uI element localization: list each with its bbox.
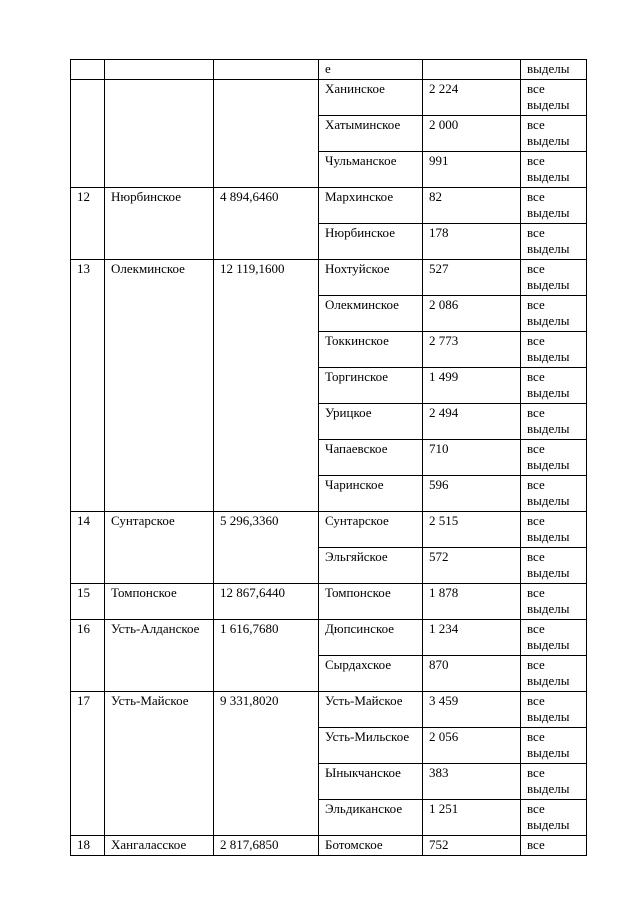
scope-cell: все выделы bbox=[521, 188, 587, 224]
area-cell: 12 867,6440 bbox=[214, 584, 319, 620]
area-cell: 2 817,6850 bbox=[214, 836, 319, 856]
row-number-cell bbox=[71, 80, 105, 188]
district-cell: Хангаласское bbox=[105, 836, 214, 856]
count-cell: 2 494 bbox=[423, 404, 521, 440]
forestry-cell: Чульманское bbox=[319, 152, 423, 188]
scope-cell: все выделы bbox=[521, 224, 587, 260]
forestry-cell: Усть-Мильское bbox=[319, 728, 423, 764]
count-cell: 383 bbox=[423, 764, 521, 800]
forestry-cell: Эльдиканское bbox=[319, 800, 423, 836]
scope-cell: все выделы bbox=[521, 656, 587, 692]
forestry-table bbox=[70, 59, 587, 856]
count-cell: 527 bbox=[423, 260, 521, 296]
forestry-cell: Томпонское bbox=[319, 584, 423, 620]
forestry-cell: Олекминское bbox=[319, 296, 423, 332]
count-cell: 1 878 bbox=[423, 584, 521, 620]
table-row-carry-over bbox=[71, 60, 587, 80]
table-row bbox=[71, 584, 587, 620]
count-cell: 2 000 bbox=[423, 116, 521, 152]
row-number-cell: 13 bbox=[71, 260, 105, 512]
forestry-cell: Нюрбинское bbox=[319, 224, 423, 260]
area-cell: 4 894,6460 bbox=[214, 188, 319, 260]
table-row bbox=[71, 260, 587, 296]
count-cell: 2 515 bbox=[423, 512, 521, 548]
carry-over-area-cell bbox=[214, 60, 319, 80]
district-cell: Усть-Майское bbox=[105, 692, 214, 836]
count-cell: 2 056 bbox=[423, 728, 521, 764]
carry-over-forestry-cell: е bbox=[319, 60, 423, 80]
forestry-cell: Чапаевское bbox=[319, 440, 423, 476]
forestry-cell: Урицкое bbox=[319, 404, 423, 440]
forestry-cell: Ыныкчанское bbox=[319, 764, 423, 800]
scope-cell: все выделы bbox=[521, 332, 587, 368]
count-cell: 2 224 bbox=[423, 80, 521, 116]
forestry-cell: Токкинское bbox=[319, 332, 423, 368]
scope-cell: все выделы bbox=[521, 728, 587, 764]
count-cell: 1 499 bbox=[423, 368, 521, 404]
forestry-cell: Ботомское bbox=[319, 836, 423, 856]
scope-cell: все выделы bbox=[521, 620, 587, 656]
carry-over-num-cell bbox=[71, 60, 105, 80]
scope-cell: все выделы bbox=[521, 116, 587, 152]
scope-cell: все выделы bbox=[521, 800, 587, 836]
scope-cell: все выделы bbox=[521, 440, 587, 476]
scope-cell: все выделы bbox=[521, 692, 587, 728]
area-cell: 5 296,3360 bbox=[214, 512, 319, 584]
row-number-cell: 12 bbox=[71, 188, 105, 260]
count-cell: 1 251 bbox=[423, 800, 521, 836]
scope-cell: все выделы bbox=[521, 260, 587, 296]
count-cell: 2 086 bbox=[423, 296, 521, 332]
count-cell: 572 bbox=[423, 548, 521, 584]
count-cell: 710 bbox=[423, 440, 521, 476]
count-cell: 752 bbox=[423, 836, 521, 856]
forestry-cell: Эльгяйское bbox=[319, 548, 423, 584]
area-cell bbox=[214, 80, 319, 188]
district-cell bbox=[105, 80, 214, 188]
carry-over-district-cell bbox=[105, 60, 214, 80]
district-cell: Сунтарское bbox=[105, 512, 214, 584]
area-cell: 12 119,1600 bbox=[214, 260, 319, 512]
row-number-cell: 17 bbox=[71, 692, 105, 836]
table-row bbox=[71, 620, 587, 656]
forestry-cell: Дюпсинское bbox=[319, 620, 423, 656]
count-cell: 2 773 bbox=[423, 332, 521, 368]
district-cell: Томпонское bbox=[105, 584, 214, 620]
forestry-cell: Чаринское bbox=[319, 476, 423, 512]
count-cell: 870 bbox=[423, 656, 521, 692]
row-number-cell: 14 bbox=[71, 512, 105, 584]
scope-cell: все выделы bbox=[521, 404, 587, 440]
scope-cell: все выделы bbox=[521, 764, 587, 800]
forestry-cell: Сунтарское bbox=[319, 512, 423, 548]
scope-cell: все выделы bbox=[521, 296, 587, 332]
count-cell: 82 bbox=[423, 188, 521, 224]
table-row bbox=[71, 188, 587, 224]
table-row bbox=[71, 512, 587, 548]
forestry-cell: Сырдахское bbox=[319, 656, 423, 692]
forestry-cell: Хатыминское bbox=[319, 116, 423, 152]
forestry-cell: Торгинское bbox=[319, 368, 423, 404]
district-cell: Нюрбинское bbox=[105, 188, 214, 260]
row-number-cell: 18 bbox=[71, 836, 105, 856]
table-row bbox=[71, 836, 587, 856]
table-row bbox=[71, 80, 587, 116]
document-page bbox=[70, 59, 587, 856]
carry-over-count-cell bbox=[423, 60, 521, 80]
count-cell: 3 459 bbox=[423, 692, 521, 728]
scope-cell: все выделы bbox=[521, 584, 587, 620]
district-cell: Усть-Алданское bbox=[105, 620, 214, 692]
forestry-cell: Мархинское bbox=[319, 188, 423, 224]
scope-cell: все выделы bbox=[521, 512, 587, 548]
district-cell: Олекминское bbox=[105, 260, 214, 512]
count-cell: 991 bbox=[423, 152, 521, 188]
row-number-cell: 15 bbox=[71, 584, 105, 620]
scope-cell: все выделы bbox=[521, 476, 587, 512]
row-number-cell: 16 bbox=[71, 620, 105, 692]
scope-cell: все выделы bbox=[521, 548, 587, 584]
scope-cell: все выделы bbox=[521, 152, 587, 188]
scope-cell: все выделы bbox=[521, 80, 587, 116]
area-cell: 9 331,8020 bbox=[214, 692, 319, 836]
scope-cell: все bbox=[521, 836, 587, 856]
forestry-cell: Ханинское bbox=[319, 80, 423, 116]
area-cell: 1 616,7680 bbox=[214, 620, 319, 692]
table-row bbox=[71, 692, 587, 728]
forestry-cell: Усть-Майское bbox=[319, 692, 423, 728]
count-cell: 178 bbox=[423, 224, 521, 260]
carry-over-scope-cell: выделы bbox=[521, 60, 587, 80]
forestry-table-body bbox=[71, 60, 587, 856]
forestry-cell: Нохтуйское bbox=[319, 260, 423, 296]
count-cell: 1 234 bbox=[423, 620, 521, 656]
count-cell: 596 bbox=[423, 476, 521, 512]
scope-cell: все выделы bbox=[521, 368, 587, 404]
